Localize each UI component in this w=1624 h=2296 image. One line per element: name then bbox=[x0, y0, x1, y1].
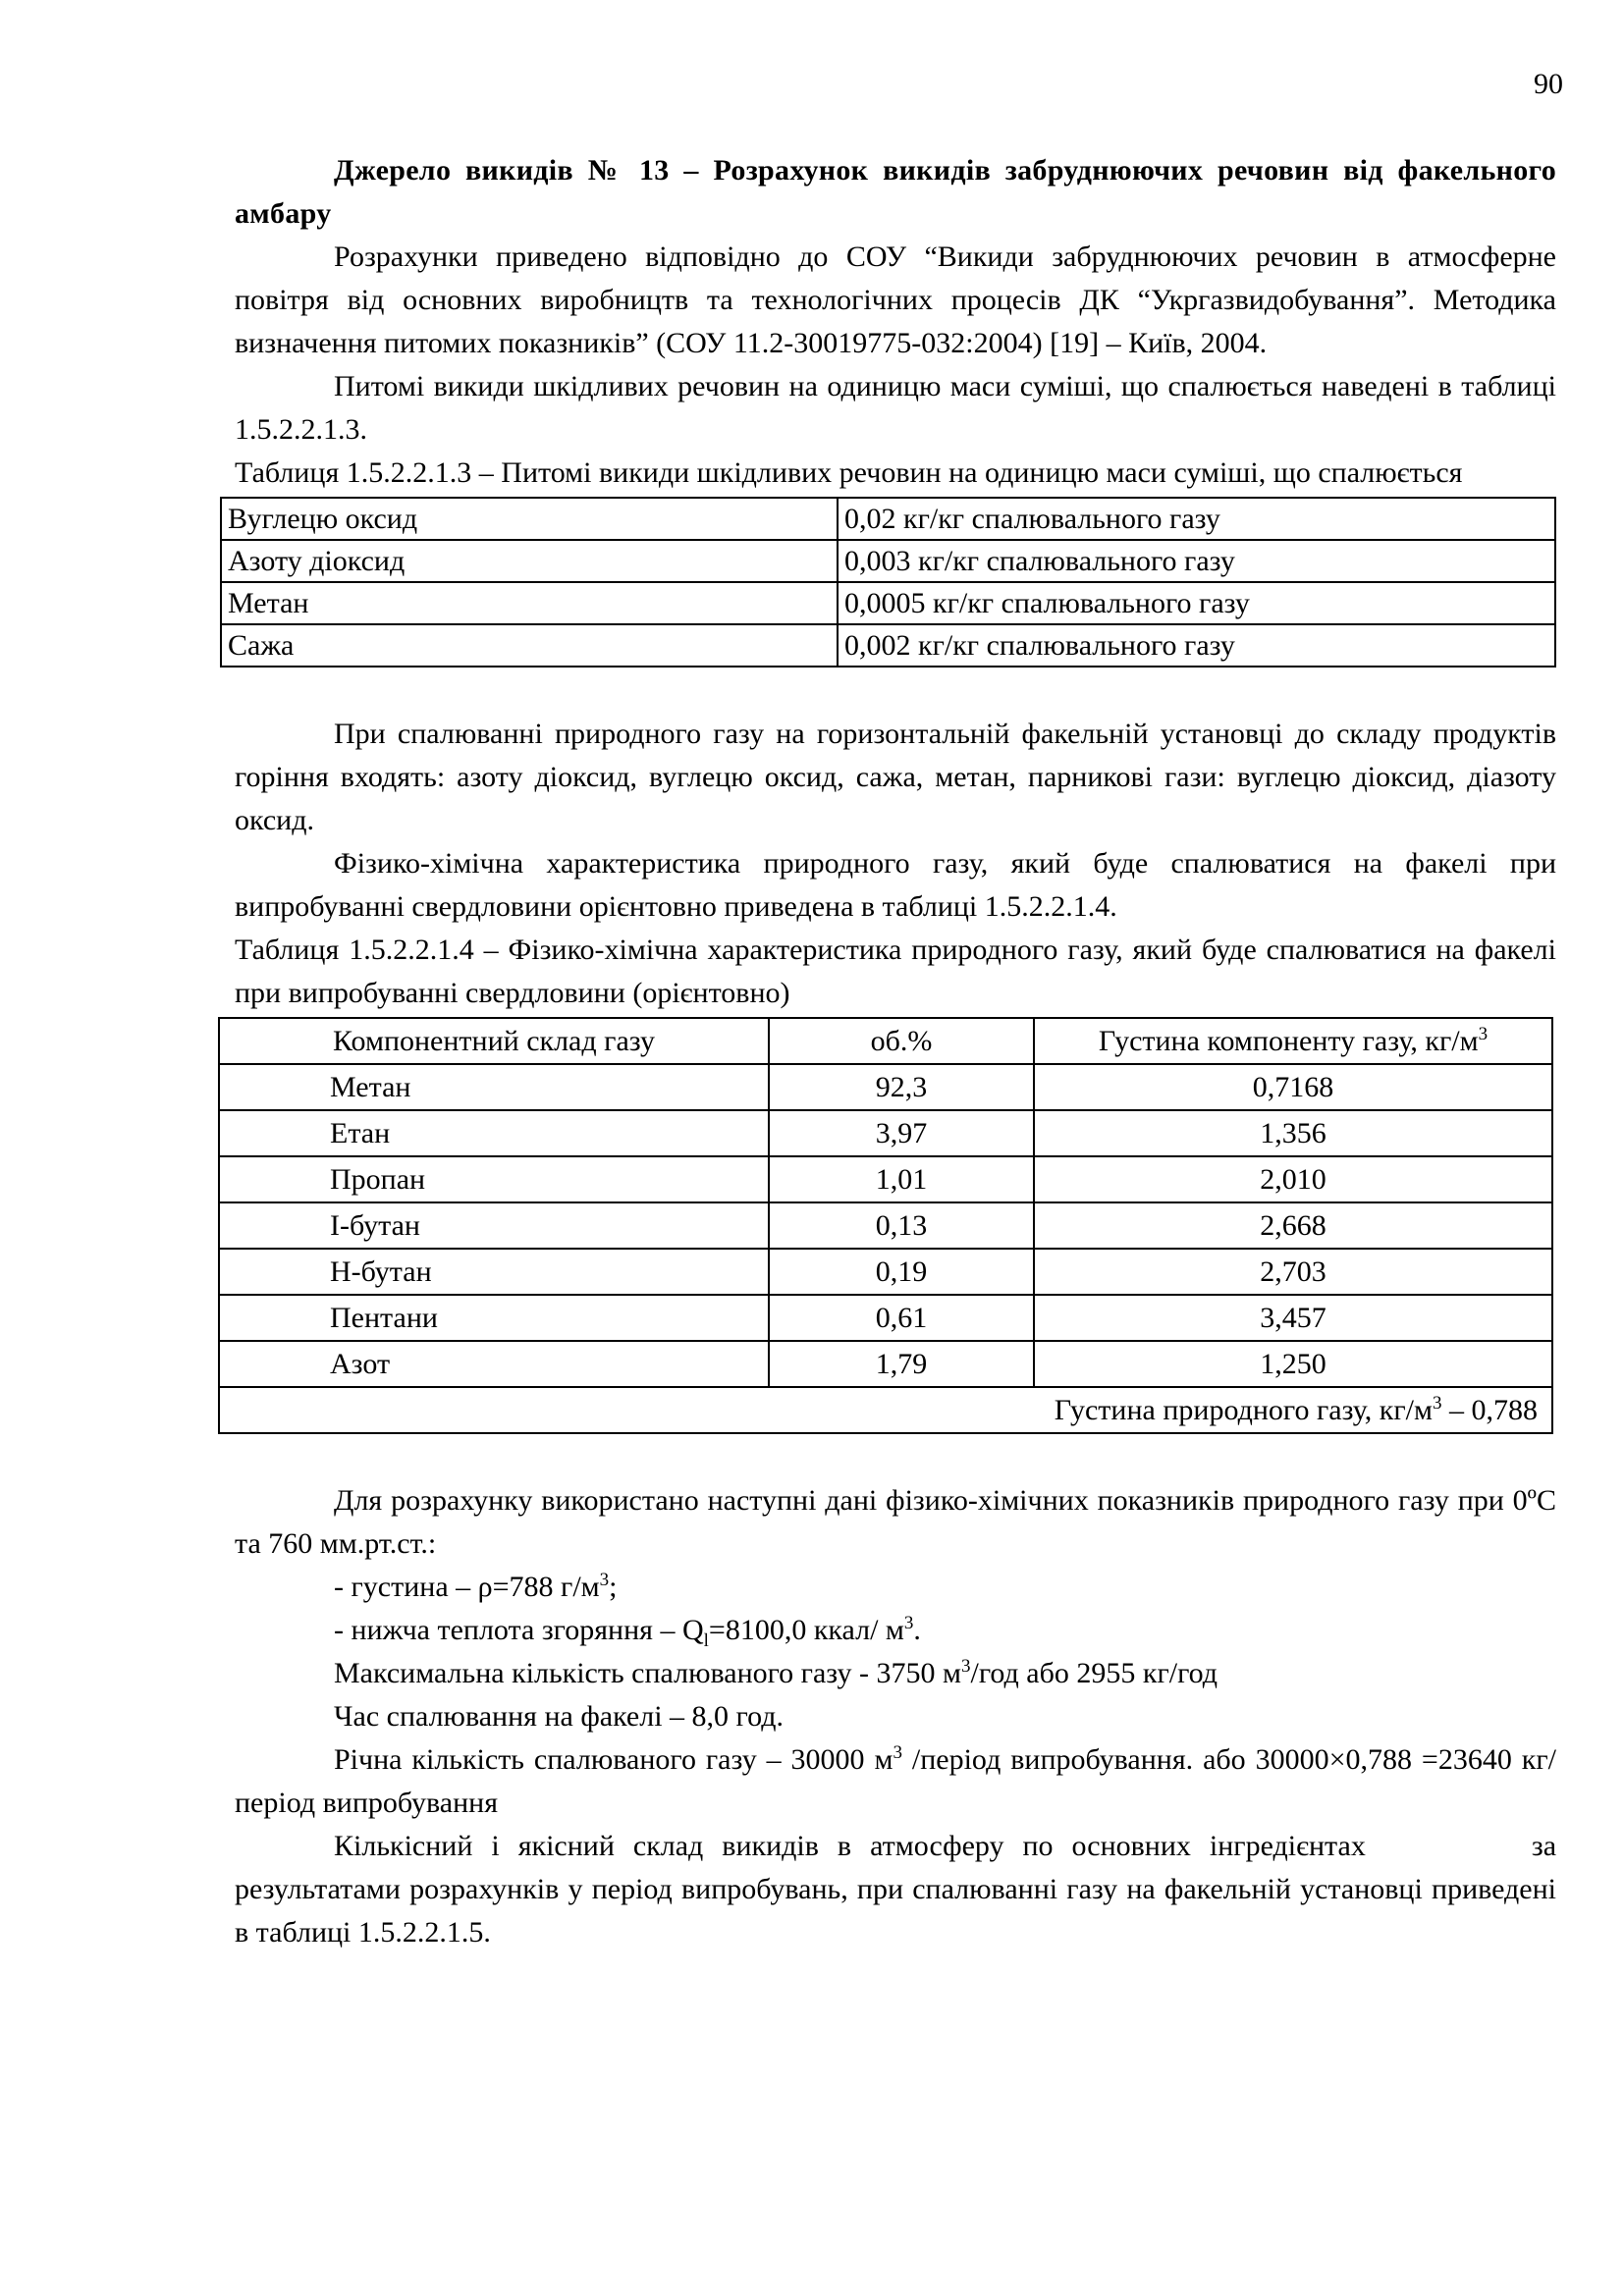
component-cell: Азот bbox=[219, 1341, 769, 1387]
percent-cell: 0,61 bbox=[769, 1295, 1034, 1341]
substance-cell: Азоту діоксид bbox=[221, 540, 838, 582]
specific-emissions-table bbox=[220, 497, 1556, 667]
component-cell: Пропан bbox=[219, 1156, 769, 1202]
density-cell: 1,356 bbox=[1034, 1110, 1552, 1156]
table2-caption: Таблиця 1.5.2.2.1.4 – Фізико-хімічна характеристика природного газу, який буде спалюватися на факелі при випробуванні свердловини (орієнтовно) bbox=[235, 934, 1556, 1009]
paragraph-emissions-composition: Кількісний і якісний склад викидів в атмосферу по основних інгредієнтах за результатами розрахунків у період випробувань, при спалюванні газу на факельній установці приведені в таблиці 1.5.2.2.1.5. bbox=[235, 1830, 1557, 1949]
annual-gas-line: Річна кількість спалюваного газу – 30000 $м^3$ /період випробування. або 30000×0,788 =23640 кг/період випробування bbox=[235, 1742, 1556, 1819]
table-row bbox=[219, 1249, 1552, 1295]
table-row bbox=[219, 1295, 1552, 1341]
component-cell: Етан bbox=[219, 1110, 769, 1156]
value-cell: 0,002 кг/кг спалювального газу bbox=[838, 624, 1555, 667]
section-heading: Джерело викидів № 13 – Розрахунок викидів забруднюючих речовин від факельного амбару bbox=[235, 154, 1556, 230]
percent-cell: 0,19 bbox=[769, 1249, 1034, 1295]
paragraph-combustion-products: При спалюванні природного газу на горизонтальній факельній установці до складу продуктів горіння входять: азоту діоксид, вуглецю оксид, сажа, метан, парникові гази: вуглецю діоксид, діазоту оксид. bbox=[235, 718, 1556, 836]
max-gas-line: Максимальна кількість спалюваного газу - 3750 $м^3$/год або 2955 кг/год bbox=[334, 1656, 1218, 1689]
table-row bbox=[219, 1202, 1552, 1249]
paragraph-gas-characteristics: Фізико-хімічна характеристика природного газу, який буде спалюватися на факелі при випробуванні свердловини орієнтовно приведена в таблиці 1.5.2.2.1.4. bbox=[235, 847, 1556, 923]
table-total-row bbox=[219, 1387, 1552, 1433]
spacer bbox=[235, 667, 1556, 713]
percent-cell: 3,97 bbox=[769, 1110, 1034, 1156]
page-content bbox=[228, 149, 1557, 1954]
density-cell: 0,7168 bbox=[1034, 1064, 1552, 1110]
table-row bbox=[219, 1064, 1552, 1110]
header-percent: об.% bbox=[769, 1018, 1034, 1064]
component-cell: Пентани bbox=[219, 1295, 769, 1341]
paragraph-methodology: Розрахунки приведено відповідно до СОУ “Викиди забруднюючих речовин в атмосферне повітря від основних виробництв та технологічних процесів ДК “Укргазвидобування”. Методика визначення питомих показників” (СОУ 11.2-30019775-032:2004) [19] – Київ, 2004. bbox=[235, 240, 1556, 359]
burn-time-line: Час спалювання на факелі – 8,0 год. bbox=[334, 1700, 784, 1733]
paragraph-specific-emissions: Питомі викиди шкідливих речовин на одиницю маси суміші, що спалюється наведені в таблиці 1.5.2.2.1.3. bbox=[235, 370, 1556, 446]
gas-composition-table bbox=[218, 1017, 1553, 1434]
table-row bbox=[219, 1156, 1552, 1202]
total-density-cell: Густина природного газу, $кг/м^3 - 0,788$ bbox=[219, 1387, 1552, 1433]
percent-cell: 1,01 bbox=[769, 1156, 1034, 1202]
density-cell: 2,668 bbox=[1034, 1202, 1552, 1249]
percent-cell: 1,79 bbox=[769, 1341, 1034, 1387]
density-line: - густина – ρ=788 $г/м^3$; bbox=[334, 1570, 618, 1603]
substance-cell: Вуглецю оксид bbox=[221, 498, 838, 540]
density-cell: 1,250 bbox=[1034, 1341, 1552, 1387]
substance-cell: Сажа bbox=[221, 624, 838, 667]
header-component: Компонентний склад газу bbox=[219, 1018, 769, 1064]
page-number: 90 bbox=[1534, 68, 1563, 100]
spacer bbox=[235, 1434, 1556, 1479]
table-header-row bbox=[219, 1018, 1552, 1064]
table-row bbox=[219, 1341, 1552, 1387]
substance-cell: Метан bbox=[221, 582, 838, 624]
density-cell: 2,010 bbox=[1034, 1156, 1552, 1202]
value-cell: 0,02 кг/кг спалювального газу bbox=[838, 498, 1555, 540]
table-row bbox=[219, 1110, 1552, 1156]
table-row bbox=[221, 498, 1555, 540]
paragraph-calc-data: Для розрахунку використано наступні дані фізико-хімічних показників природного газу при 0ºС та 760 мм.рт.ст.: bbox=[235, 1484, 1556, 1560]
component-cell: Н-бутан bbox=[219, 1249, 769, 1295]
value-cell: 0,003 кг/кг спалювального газу bbox=[838, 540, 1555, 582]
table-row bbox=[221, 624, 1555, 667]
percent-cell: 92,3 bbox=[769, 1064, 1034, 1110]
table1-caption: Таблиця 1.5.2.2.1.3 – Питомі викиди шкідливих речовин на одиницю маси суміші, що спалюється bbox=[235, 456, 1463, 489]
table-row bbox=[221, 540, 1555, 582]
percent-cell: 0,13 bbox=[769, 1202, 1034, 1249]
heat-value-line: - нижча теплота згоряння – $Q_l=8100,0$ ккал/ $м^3$. bbox=[334, 1613, 921, 1651]
density-cell: 2,703 bbox=[1034, 1249, 1552, 1295]
density-cell: 3,457 bbox=[1034, 1295, 1552, 1341]
header-density: Густина компоненту газу, $кг/м^3$ bbox=[1034, 1018, 1552, 1064]
component-cell: І-бутан bbox=[219, 1202, 769, 1249]
table-row bbox=[221, 582, 1555, 624]
component-cell: Метан bbox=[219, 1064, 769, 1110]
value-cell: 0,0005 кг/кг спалювального газу bbox=[838, 582, 1555, 624]
